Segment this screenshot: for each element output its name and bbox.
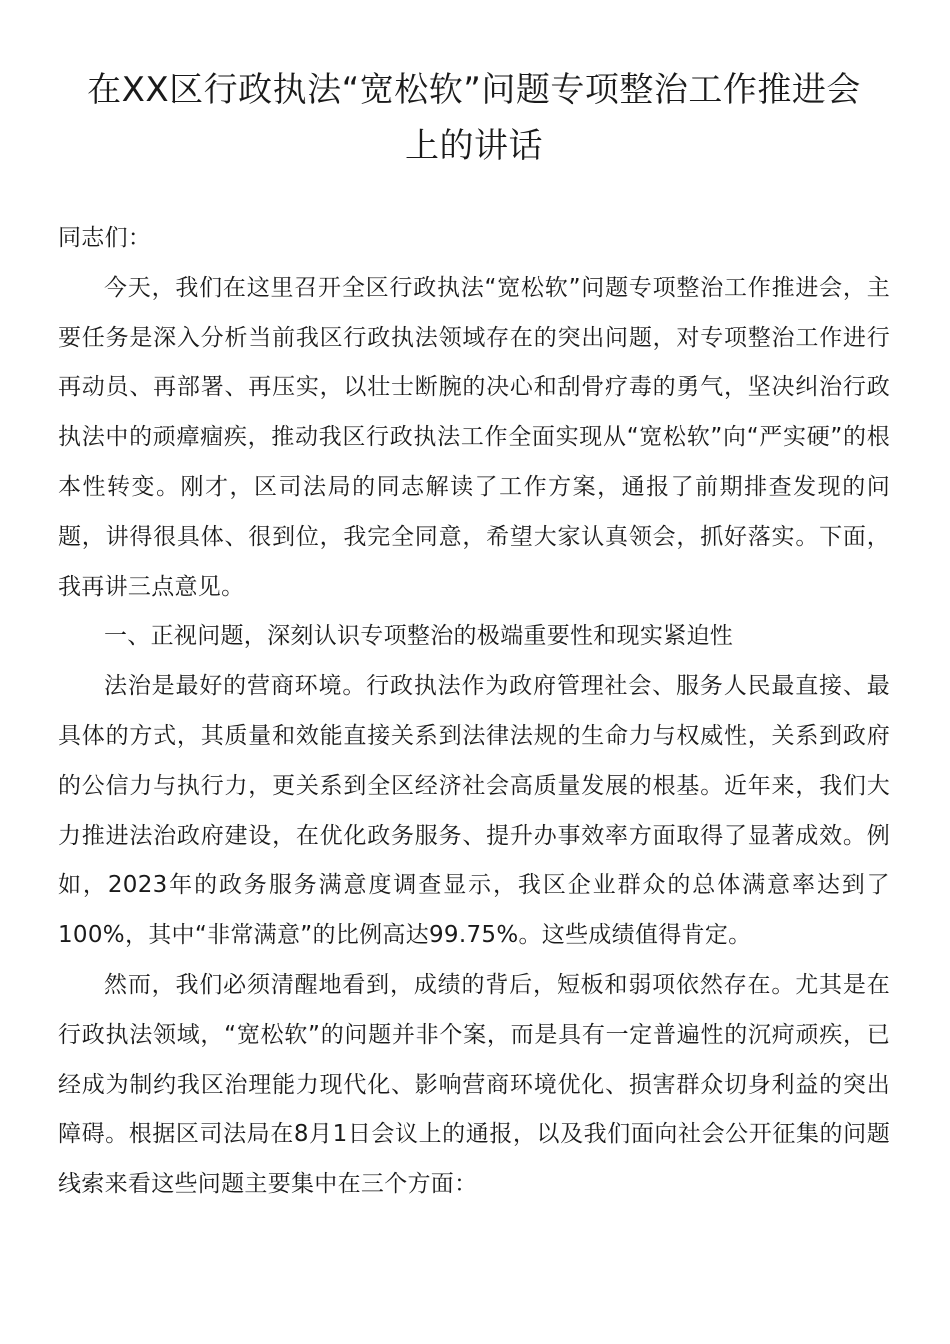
title-line-2: 上的讲话 [405,126,543,166]
paragraph-rule-of-law: 法治是最好的营商环境。行政执法作为政府管理社会、服务人民最直接、最具体的方式，其质量和效能直接关系到法律法规的生命力与权威性，关系到政府的公信力与执行力，更关系到全区经济社会高质量发展的根基。近年来，我们大力推进法治政府建设，在优化政务服务、提升办事效率方面取得了显著成效。例如，2023年的政务服务满意度调查显示，我区企业群众的总体满意率达到了100%，其中“非常满意”的比例高达99.75%。这些成绩值得肯定。 [58,673,890,949]
document-body [58,214,890,1210]
paragraph-problems: 然而，我们必须清醒地看到，成绩的背后，短板和弱项依然存在。尤其是在行政执法领域，“宽松软”的问题并非个案，而是具有一定普遍性的沉疴顽疾，已经成为制约我区治理能力现代化、影响营商环境优化、损害群众切身利益的突出障碍。根据区司法局在8月1日会议上的通报，以及我们面向社会公开征集的问题线索来看这些问题主要集中在三个方面： [58,971,890,1198]
paragraph-opening: 今天，我们在这里召开全区行政执法“宽松软”问题专项整治工作推进会，主要任务是深入分析当前我区行政执法领域存在的突出问题，对专项整治工作进行再动员、再部署、再压实，以壮士断腕的决心和刮骨疗毒的勇气，坚决纠治行政执法中的顽瘴痼疾，推动我区行政执法工作全面实现从“宽松软”向“严实硬”的根本性转变。刚才，区司法局的同志解读了工作方案，通报了前期排查发现的问题，讲得很具体、很到位，我完全同意，希望大家认真领会，抓好落实。下面，我再讲三点意见。 [58,274,890,600]
title-line-1: 在XX区行政执法“宽松软”问题专项整治工作推进会 [87,70,861,110]
document-title [58,62,890,174]
section-heading-1: 一、正视问题，深刻认识专项整治的极端重要性和现实紧迫性 [104,623,734,650]
salutation: 同志们： [58,225,152,251]
